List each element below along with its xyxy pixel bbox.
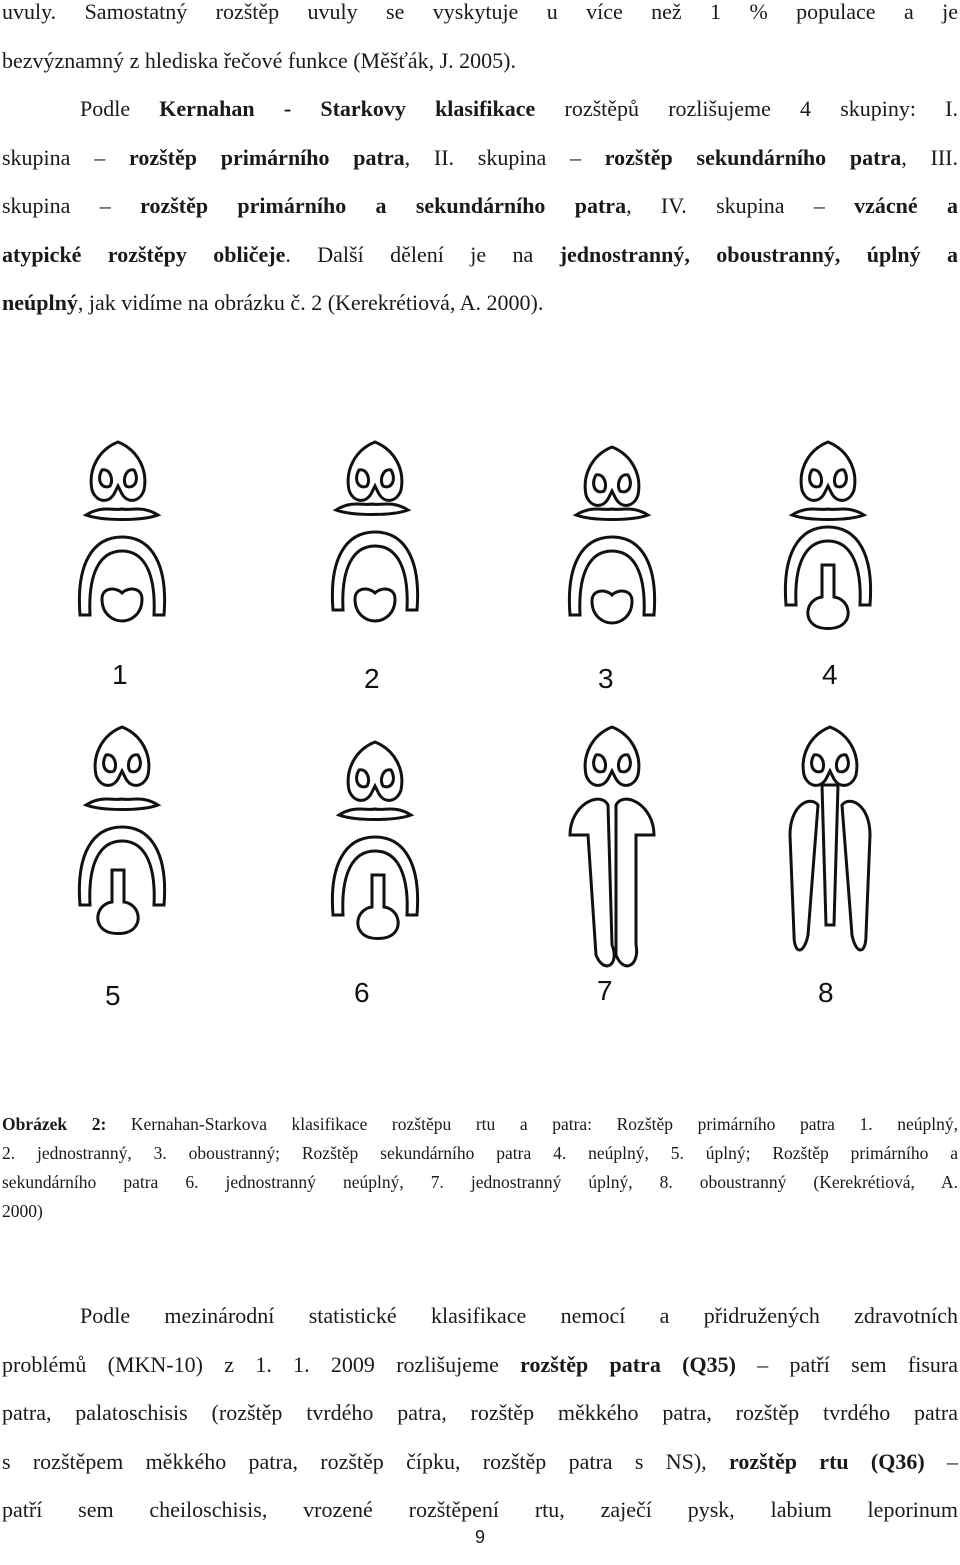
- cleft-classification-figure: [0, 365, 960, 1095]
- caption-line: Obrázek 2: Kernahan-Starkova klasifikace rozštěpu rtu a patra: Rozštěp primárního patra 1. neúplný,: [2, 1114, 958, 1134]
- figure-label-2: 2: [364, 663, 380, 694]
- figure-label-7: 7: [597, 975, 613, 1006]
- figure-label-4: 4: [822, 659, 838, 690]
- drawing-5: [79, 727, 164, 934]
- caption-line: sekundárního patra 6. jednostranný neúplný, 7. jednostranný úplný, 8. oboustranný (Kerekrétiová, A.: [2, 1172, 958, 1192]
- figure-label-3: 3: [598, 663, 614, 694]
- text-line: patra, palatoschisis (rozštěp tvrdého patra, rozštěp měkkého patra, rozštěp tvrdého patra: [2, 1400, 958, 1425]
- classification-paragraph: [2, 1292, 958, 1535]
- text-line: bezvýznamný z hlediska řečové funkce (Měšťák, J. 2005).: [2, 47, 516, 73]
- drawing-4: [785, 442, 870, 629]
- caption-line: 2000): [2, 1201, 43, 1221]
- text-line: s rozštěpem měkkého patra, rozštěp čípku, rozštěp patra s NS), rozštěp rtu (Q36) –: [2, 1448, 959, 1474]
- text-line: Podle mezinárodní statistické klasifikace nemocí a přidružených zdravotních: [80, 1303, 958, 1328]
- figure-label-6: 6: [354, 977, 370, 1008]
- text-line: uvuly. Samostatný rozštěp uvuly se vyskytuje u více než 1 % populace a je: [2, 0, 958, 24]
- figure-label-1: 1: [112, 659, 128, 690]
- caption-line: 2. jednostranný, 3. oboustranný; Rozštěp sekundárního patra 4. neúplný, 5. úplný; Rozštěp primárního a: [2, 1143, 958, 1163]
- text-line: problémů (MKN-10) z 1. 1. 2009 rozlišujeme rozštěp patra (Q35) – patří sem fisura: [2, 1351, 958, 1377]
- drawing-6: [332, 742, 417, 939]
- figure-label-5: 5: [105, 980, 121, 1011]
- intro-paragraph: [2, 0, 958, 328]
- figure-caption: [2, 1110, 958, 1226]
- drawing-8: [790, 727, 870, 950]
- drawing-1: [79, 442, 164, 621]
- figure-label-8: 8: [818, 977, 834, 1008]
- page-number: 9: [474, 1527, 485, 1547]
- text-line: neúplný, jak vidíme na obrázku č. 2 (Kerekrétiová, A. 2000).: [2, 290, 544, 315]
- drawing-7: [570, 727, 654, 966]
- text-line: patří sem cheiloschisis, vrozené rozštěpení rtu, zaječí pysk, labium leporinum: [2, 1497, 958, 1522]
- text-line: atypické rozštěpy obličeje. Další dělení je na jednostranný, oboustranný, úplný a: [2, 241, 958, 267]
- cleft-diagram-drawings: [0, 365, 960, 1095]
- text-line: skupina – rozštěp primárního a sekundárního patra, IV. skupina – vzácné a: [2, 193, 958, 218]
- text-line: skupina – rozštěp primárního patra, II. skupina – rozštěp sekundárního patra, III.: [2, 144, 958, 170]
- drawing-2: [332, 442, 417, 621]
- text-line: Podle Kernahan - Starkovy klasifikace rozštěpů rozlišujeme 4 skupiny: I.: [80, 96, 958, 121]
- drawing-3: [569, 447, 654, 623]
